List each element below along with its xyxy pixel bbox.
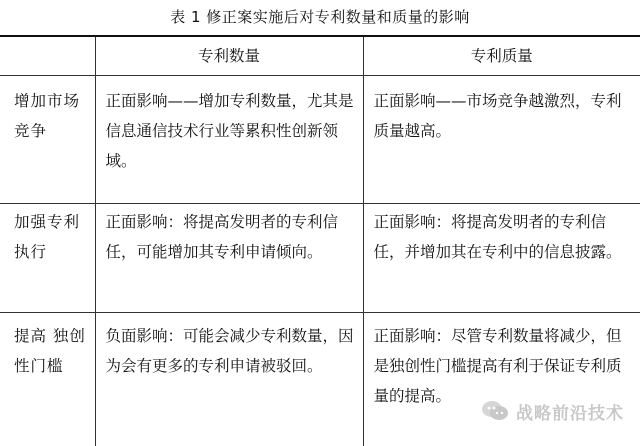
row-label (0, 313, 95, 446)
chat-bubble-icon (480, 396, 510, 426)
quantity-cell (95, 76, 363, 204)
quality-text: 正面影响：尽管专利数量将减少，但是独创性门槛提高有利于保证专利质量的提高。 (374, 321, 635, 411)
row-label-text: 增加市场竞争 (14, 86, 91, 146)
header-empty-cell (0, 36, 95, 76)
table-header-row (0, 36, 640, 76)
header-patent-quantity: 专利数量 (95, 36, 363, 76)
quantity-text: 负面影响：可能会减少专利数量，因为会有更多的专利申请被驳回。 (106, 321, 357, 381)
impact-table (0, 35, 640, 446)
quality-text: 正面影响：将提高发明者的专利信任，并增加其在专利中的信息披露。 (374, 207, 635, 267)
table-row (0, 76, 640, 204)
quality-text: 正面影响——市场竞争越激烈，专利质量越高。 (374, 86, 635, 146)
row-label-text: 加强专利执行 (14, 207, 91, 267)
quality-cell (363, 204, 640, 313)
table-row (0, 204, 640, 313)
row-label-text: 提高 独创性门槛 (14, 321, 91, 381)
quantity-cell (95, 313, 363, 446)
quantity-cell (95, 204, 363, 313)
header-patent-quality: 专利质量 (363, 36, 640, 76)
row-label (0, 76, 95, 204)
quality-cell (363, 76, 640, 204)
quantity-text: 正面影响：将提高发明者的专利信任，可能增加其专利申请倾向。 (106, 207, 357, 267)
watermark-text: 战略前沿技术 (516, 399, 624, 424)
watermark (480, 395, 624, 427)
table-caption: 表 1 修正案实施后对专利数量和质量的影响 (0, 6, 640, 27)
row-label (0, 204, 95, 313)
quantity-text: 正面影响——增加专利数量，尤其是信息通信技术行业等累积性创新领域。 (106, 86, 357, 176)
